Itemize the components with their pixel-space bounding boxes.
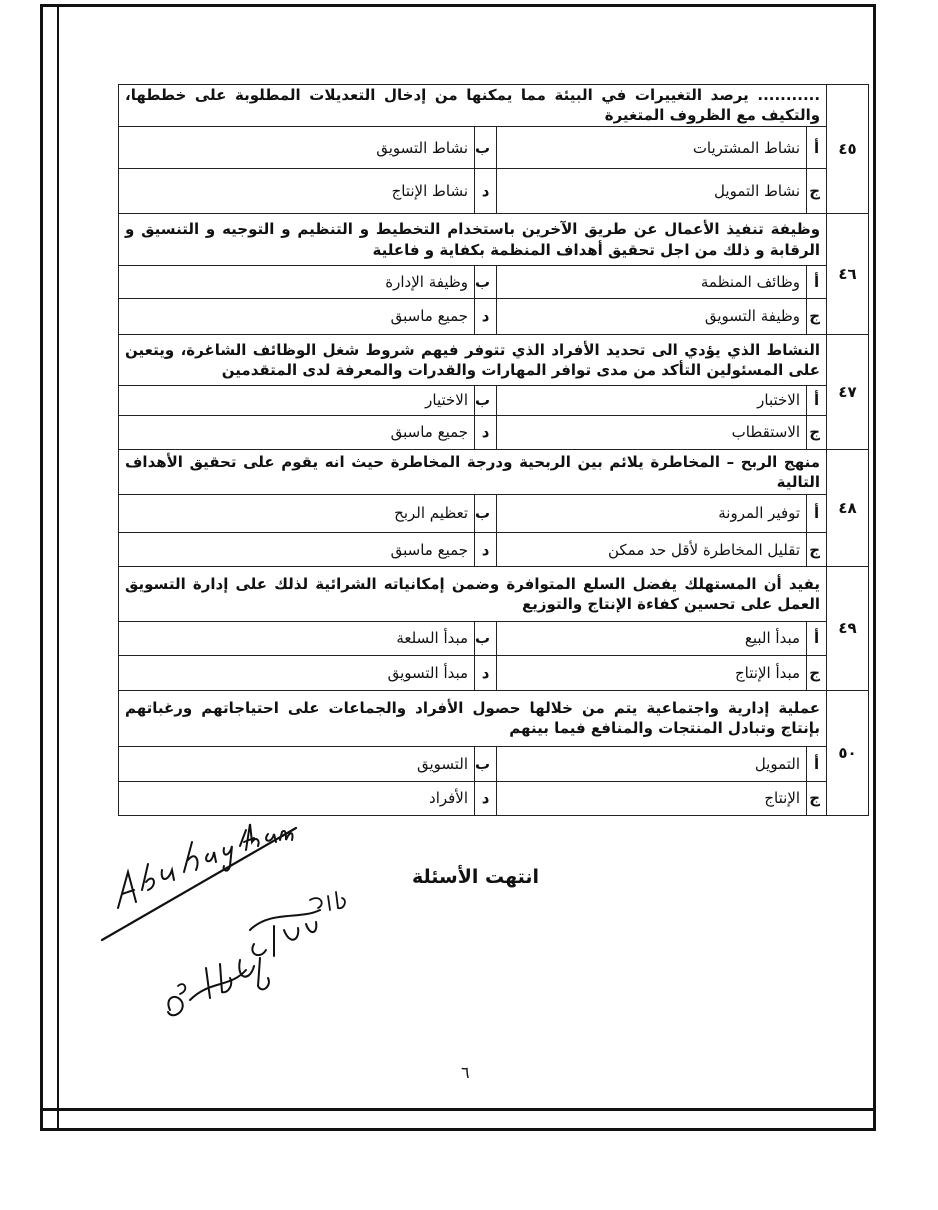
option-b: التسويق (119, 747, 475, 781)
option-c: وظيفة التسويق (497, 298, 807, 334)
question-number: ٤٨ (827, 450, 869, 567)
option-letter: أ (807, 385, 827, 415)
option-b: نشاط التسويق (119, 126, 475, 168)
option-d: نشاط الإنتاج (119, 169, 475, 213)
question-number: ٥٠ (827, 690, 869, 815)
question-stem: وظيفة تنفيذ الأعمال عن طريق الآخرين باستخدام التخطيط و التنظيم و التوجيه و التنسيق و الرقابة و ذلك من اجل تحقيق أهداف المنظمة بكفاية و فاعلية (119, 213, 827, 266)
option-letter: د (475, 169, 497, 213)
handwritten-blessing (150, 870, 370, 1040)
option-c: نشاط التمويل (497, 169, 807, 213)
option-a: الاختبار (497, 385, 807, 415)
option-letter: د (475, 415, 497, 449)
option-b: مبدأ السلعة (119, 621, 475, 655)
option-letter: د (475, 533, 497, 567)
options-row (119, 385, 869, 415)
option-c: الاستقطاب (497, 415, 807, 449)
question-stem: منهج الربح – المخاطرة يلائم بين الربحية ودرجة المخاطرة حيث انه يقوم على تحقيق الأهداف التالية (119, 450, 827, 494)
option-letter: ب (475, 126, 497, 168)
option-a: التمويل (497, 747, 807, 781)
option-letter: د (475, 781, 497, 815)
question-number: ٤٥ (827, 85, 869, 214)
question-row (119, 213, 869, 266)
question-number: ٤٧ (827, 335, 869, 450)
option-letter: د (475, 298, 497, 334)
options-row (119, 298, 869, 334)
option-letter: د (475, 656, 497, 690)
options-row (119, 621, 869, 655)
question-row (119, 567, 869, 622)
options-row (119, 415, 869, 449)
page-border-bottom-line (40, 1108, 876, 1111)
option-letter: ج (807, 169, 827, 213)
question-number: ٤٦ (827, 213, 869, 334)
page-border-top-line (57, 4, 876, 6)
option-b: تعظيم الربح (119, 494, 475, 532)
question-stem: النشاط الذي يؤدي الى تحديد الأفراد الذي تتوفر فيهم شروط شغل الوظائف الشاغرة، ويتعين على المسئولين التأكد من مدى توافر المهارات والقدرات والمعرفة لدى المتقدمين (119, 335, 827, 386)
option-letter: ج (807, 781, 827, 815)
option-letter: ب (475, 266, 497, 298)
option-a: وظائف المنظمة (497, 266, 807, 298)
question-row (119, 450, 869, 494)
option-letter: أ (807, 747, 827, 781)
question-stem: عملية إدارية واجتماعية يتم من خلالها حصول الأفراد والجماعات على احتياجاتهم ورغباتهم بإنتاج وتبادل المنتجات والمنافع فيما بينهم (119, 690, 827, 747)
option-letter: ب (475, 621, 497, 655)
option-letter: ج (807, 656, 827, 690)
option-letter: أ (807, 126, 827, 168)
option-letter: أ (807, 621, 827, 655)
option-b: الاختيار (119, 385, 475, 415)
option-a: توفير المرونة (497, 494, 807, 532)
option-letter: ج (807, 415, 827, 449)
option-letter: أ (807, 266, 827, 298)
option-d: جميع ماسبق (119, 298, 475, 334)
option-a: مبدأ البيع (497, 621, 807, 655)
option-c: الإنتاج (497, 781, 807, 815)
option-letter: ب (475, 385, 497, 415)
options-row (119, 266, 869, 298)
question-stem: ........... يرصد التغييرات في البيئة مما يمكنها من إدخال التعديلات المطلوبة على خططها، والتكيف مع الظروف المتغيرة (119, 85, 827, 127)
option-c: تقليل المخاطرة لأقل حد ممكن (497, 533, 807, 567)
option-c: مبدأ الإنتاج (497, 656, 807, 690)
option-letter: ب (475, 747, 497, 781)
option-b: وظيفة الإدارة (119, 266, 475, 298)
options-row (119, 747, 869, 781)
option-a: نشاط المشتريات (497, 126, 807, 168)
question-number: ٤٩ (827, 567, 869, 690)
end-of-questions-label: انتهت الأسئلة (412, 866, 540, 888)
option-letter: ج (807, 298, 827, 334)
options-row (119, 169, 869, 213)
options-row (119, 494, 869, 532)
question-row (119, 85, 869, 127)
options-row (119, 126, 869, 168)
option-letter: ج (807, 533, 827, 567)
page-number: ٦ (461, 1063, 470, 1082)
option-d: جميع ماسبق (119, 533, 475, 567)
questions-table (118, 84, 869, 816)
option-letter: أ (807, 494, 827, 532)
option-d: الأفراد (119, 781, 475, 815)
option-d: مبدأ التسويق (119, 656, 475, 690)
question-stem: يفيد أن المستهلك يفضل السلع المتوافرة وضمن إمكانياته الشرائية لذلك على إدارة التسويق العمل على تحسين كفاءة الإنتاج والتوزيع (119, 567, 827, 622)
option-letter: ب (475, 494, 497, 532)
question-row (119, 690, 869, 747)
page-border-inner-line (57, 4, 59, 1130)
options-row (119, 656, 869, 690)
question-row (119, 335, 869, 386)
options-row (119, 533, 869, 567)
option-d: جميع ماسبق (119, 415, 475, 449)
